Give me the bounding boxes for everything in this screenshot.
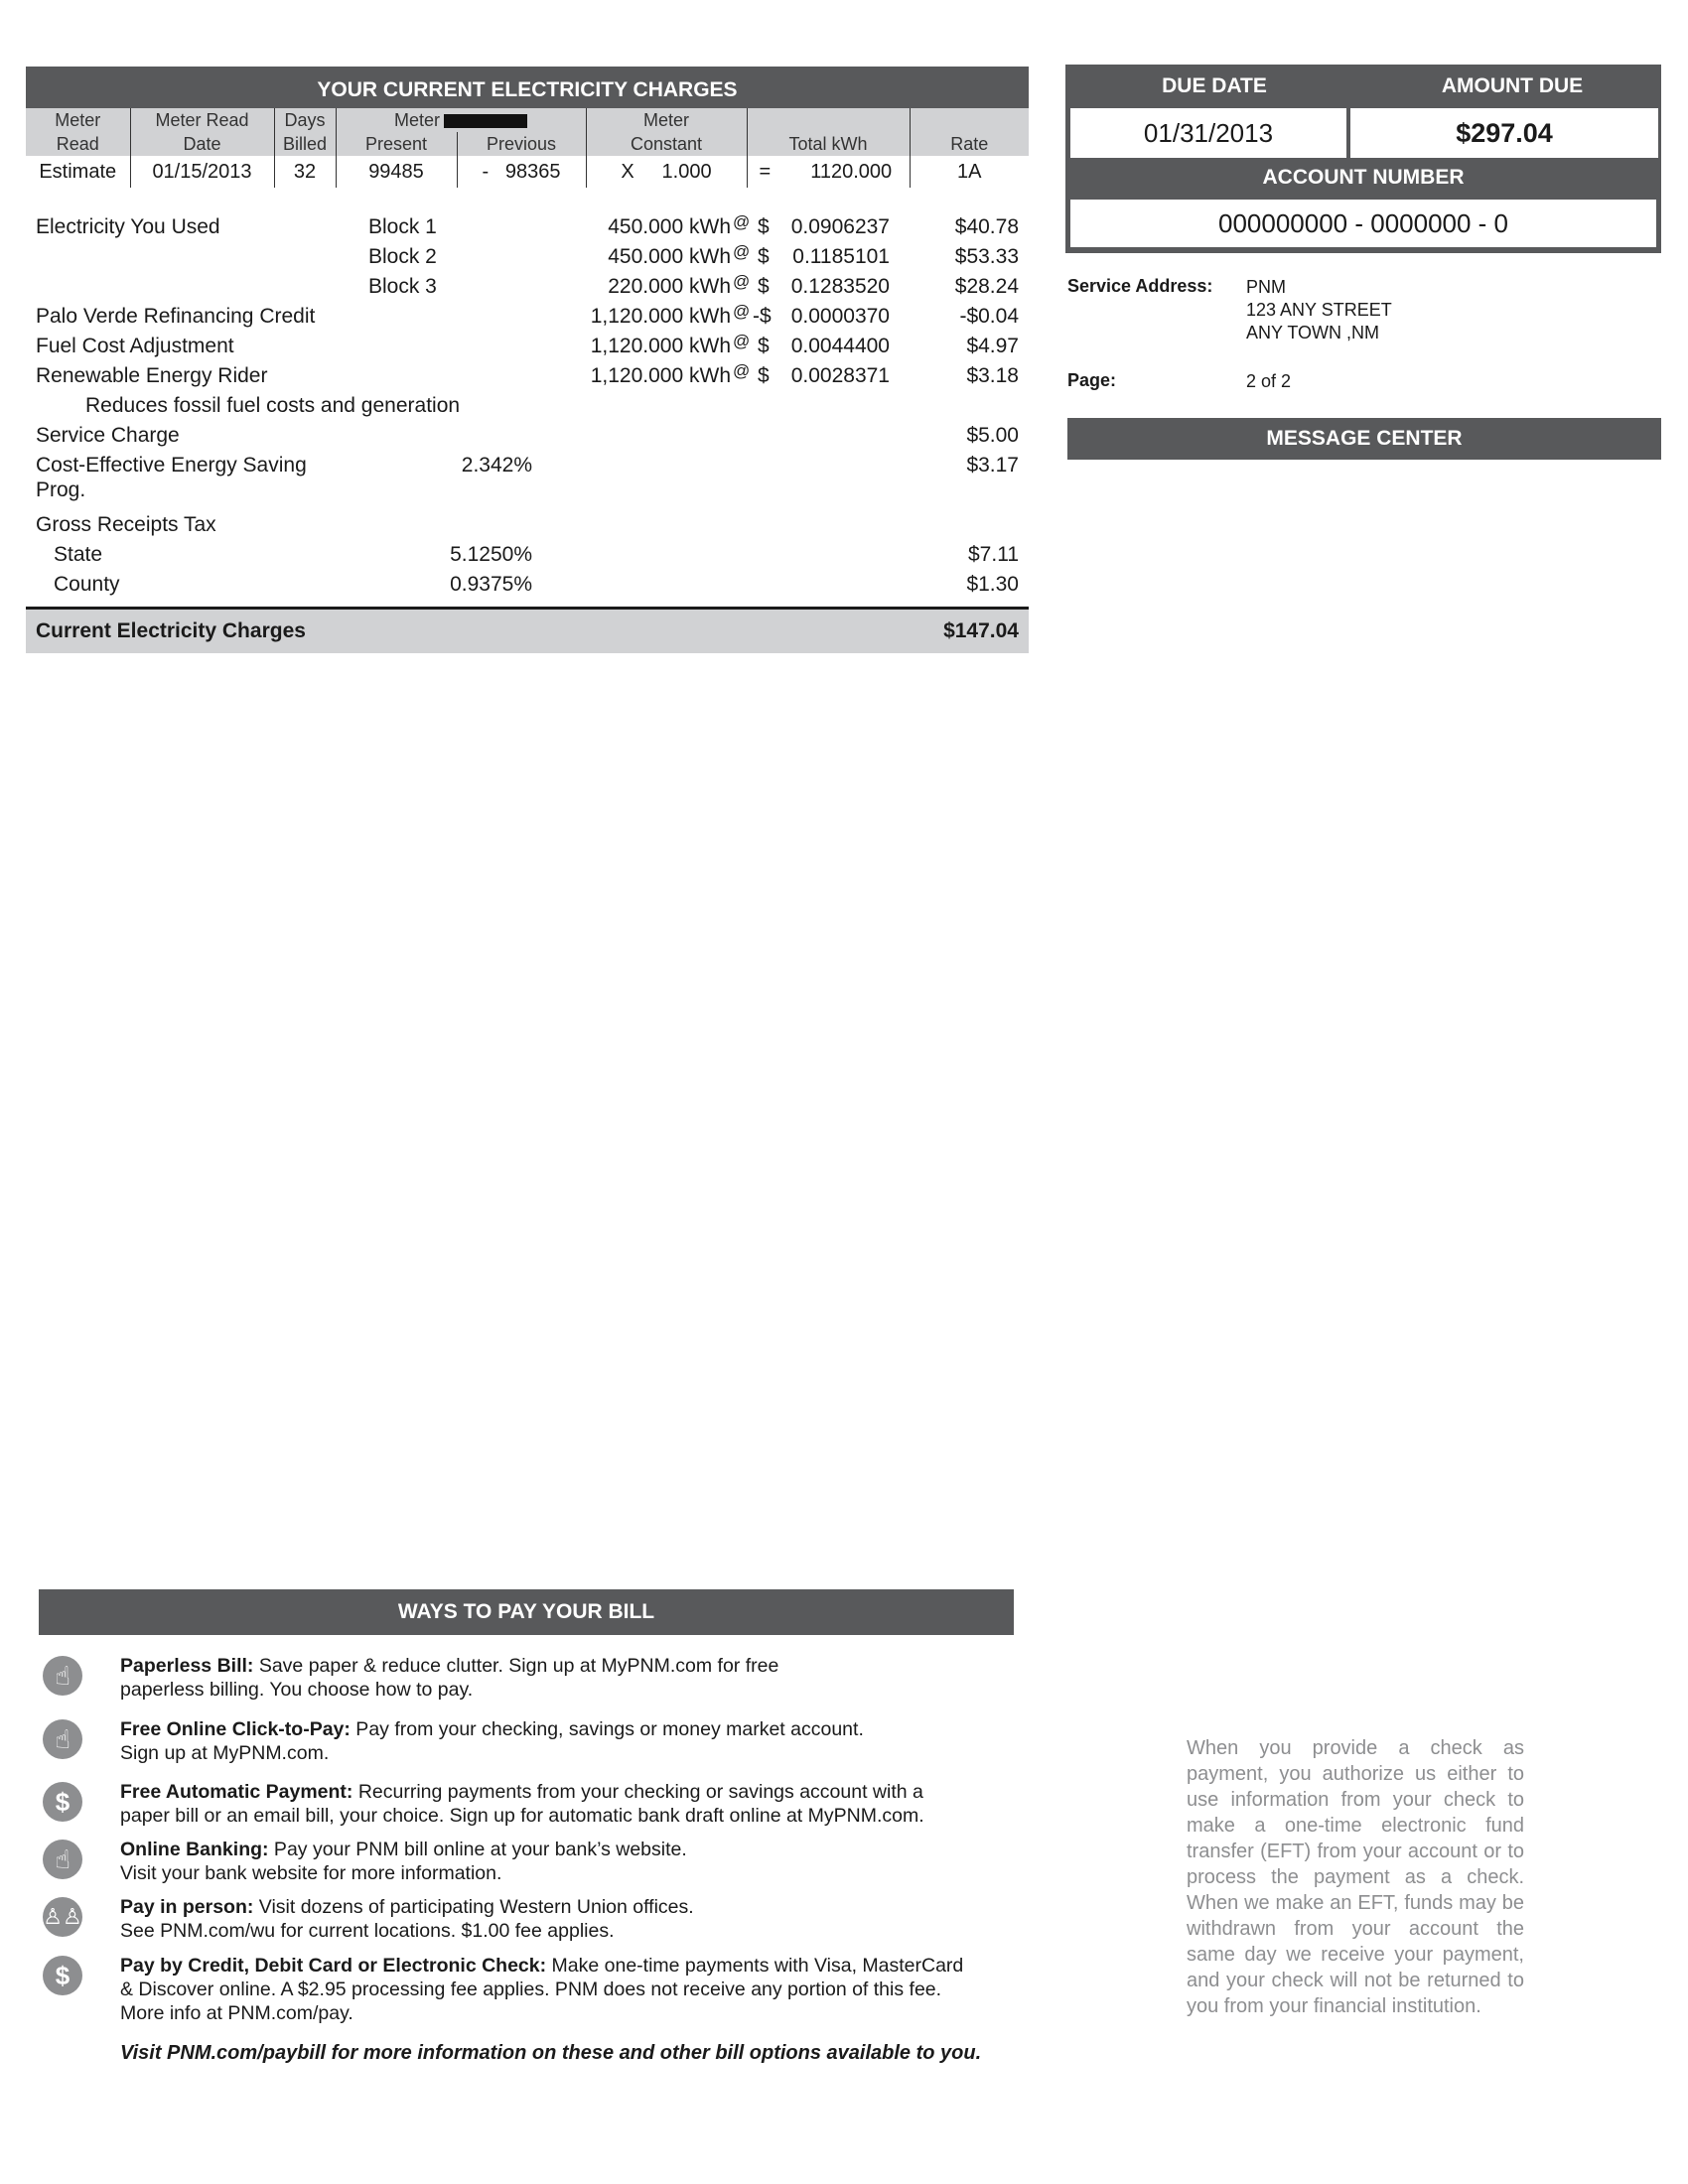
pay-option-in-person [39,1895,1032,1951]
line-amount: $53.33 [954,245,1019,268]
message-center-header: MESSAGE CENTER [1067,418,1661,460]
line-desc: Cost-Effective Energy Saving [36,454,307,477]
line-rate: 0.0000370 [790,305,890,328]
line-desc: State [54,543,103,566]
line-at: @ [733,242,751,261]
reading-days: 32 [274,156,336,188]
total-label: Current Electricity Charges [36,619,306,642]
line-rate: 0.1283520 [790,275,890,298]
reading-previous [457,156,586,188]
pay-option-title: Free Online Click-to-Pay: [120,1718,351,1740]
line-pct: 0.9375% [450,573,532,596]
reading-date: 01/15/2013 [130,156,274,188]
line-sub: Block 2 [368,245,437,268]
line-qty: 450.000 kWh [608,215,731,238]
account-number-label: ACCOUNT NUMBER [1262,166,1465,189]
rider-note-row [26,394,1029,424]
line-rate: 0.0906237 [790,215,890,238]
line-amount: -$0.04 [959,305,1019,328]
line-amount: $3.17 [966,454,1019,477]
line-qty: 1,120.000 kWh [590,335,731,357]
line-sign: $ [758,215,770,238]
line-amount: $7.11 [968,543,1019,566]
service-address-label: Service Address: [1067,276,1213,296]
account-number-value: 000000000 - 0000000 - 0 [1069,199,1657,248]
equals-sign: = [759,160,772,183]
col-read-date: Meter Read [130,108,274,132]
click-hand-icon: ☝ [43,1656,82,1696]
due-date-label: DUE DATE [1162,74,1267,97]
pay-option-paperless [39,1654,1032,1709]
charge-line [26,361,1029,394]
col-meter-label: Meter [394,110,441,130]
line-at: @ [733,212,751,231]
amount-due-value: $297.04 [1349,107,1659,159]
total-kwh-value: 1120.000 [810,160,893,183]
line-qty: 1,120.000 kWh [590,305,731,328]
energy-saving-row [26,454,1029,507]
line-amount: $4.97 [966,335,1019,357]
charge-line [26,302,1029,335]
pay-option-text [120,1895,1034,1943]
charge-line [26,332,1029,364]
pay-option-text [120,1954,1034,2025]
col-rate-spacer [910,108,1029,132]
line-rate: 0.0044400 [790,335,890,357]
pay-option-desc: Make one-time payments with Visa, MasterCard [546,1955,964,1977]
pay-option-desc: Recurring payments from your checking or savings account with a [352,1781,923,1803]
line-desc: Palo Verde Refinancing Credit [36,305,316,328]
col-days-2: Billed [274,132,336,156]
line-desc-cont: Prog. [36,478,86,501]
charge-line [26,242,1029,275]
pay-option-title: Free Automatic Payment: [120,1781,353,1803]
bill-summary-box [1065,65,1661,253]
col-previous: Previous [457,132,586,156]
gross-receipts-row [26,513,1029,543]
line-qty: 1,120.000 kWh [590,364,731,387]
pay-option-desc: Pay from your checking, savings or money market account. [350,1718,864,1740]
pay-option-text [120,1780,1034,1828]
pay-option-automatic [39,1780,1032,1836]
pay-option-online-banking [39,1838,1032,1893]
line-at: @ [733,332,751,350]
col-present: Present [336,132,457,156]
line-sign: $ [758,275,770,298]
pay-option-desc: More info at PNM.com/pay. [120,2002,353,2024]
pay-option-desc: paperless billing. You choose how to pay. [120,1679,474,1701]
col-rate: Rate [910,132,1029,156]
dollar-icon: $ [43,1956,82,1995]
charges-title: YOUR CURRENT ELECTRICITY CHARGES [26,67,1029,108]
line-qty: 450.000 kWh [608,245,731,268]
redacted-meter-number [444,114,527,128]
line-amount: $1.30 [966,573,1019,596]
previous-value: 98365 [504,160,561,183]
line-amount: $5.00 [966,424,1019,447]
line-qty: 220.000 kWh [608,275,731,298]
line-sub: Block 1 [368,215,437,238]
line-rate: 0.0028371 [790,364,890,387]
pay-option-desc: Visit your bank website for more information. [120,1862,502,1884]
line-amount: $40.78 [954,215,1019,238]
line-pct: 2.342% [461,454,532,477]
pay-option-click-to-pay [39,1717,1032,1773]
pay-option-desc: Pay your PNM bill online at your bank’s website. [268,1839,687,1860]
constant-value: 1.000 [661,160,712,183]
current-charges-total [26,607,1029,653]
electricity-charges-panel [26,67,1029,652]
charge-line [26,212,1029,245]
line-sign: $ [758,335,770,357]
line-desc: County [54,573,120,596]
pay-footer-note: Visit PNM.com/paybill for more information on these and other bill options available to you. [120,2042,982,2064]
reading-rate: 1A [910,156,1029,188]
amount-due-label: AMOUNT DUE [1441,74,1584,97]
line-amount: $3.18 [966,364,1019,387]
pay-option-text [120,1654,1034,1702]
click-hand-icon: ☝ [43,1719,82,1759]
line-at: @ [733,302,751,321]
pay-option-desc: & Discover online. A $2.95 processing fee applies. PNM does not receive any portion of this fee. [120,1979,942,2000]
click-hand-icon: ☝ [43,1840,82,1879]
line-desc: Electricity You Used [36,215,220,238]
line-desc: Renewable Energy Rider [36,364,268,387]
reading-type: Estimate [39,160,117,183]
page-label: Page: [1067,370,1117,390]
col-meter [336,108,586,132]
line-amount: $28.24 [954,275,1019,298]
col-total-kwh: Total kWh [747,132,910,156]
check-authorization-note: When you provide a check as payment, you authorize us either to use information from your check to make a one-time electronic fund transfer (EFT) from your account or to process the payment as a check. When we make an EFT, funds may be withdrawn from your account the same day we receive your payment, and your check will not be returned to you from your financial institution. [1187,1737,1524,2017]
line-sub: Block 3 [368,275,437,298]
rider-note: Reduces fossil fuel costs and generation [85,394,461,417]
address-line: ANY TOWN ,NM [1246,323,1380,342]
col-constant-2: Constant [586,132,747,156]
times-sign: X [621,160,634,183]
pay-option-desc: Visit dozens of participating Western Union offices. [253,1896,694,1918]
col-constant: Meter [586,108,747,132]
address-line: PNM [1246,277,1286,297]
line-sign: -$ [753,305,772,328]
charge-line [26,272,1029,305]
line-desc: Service Charge [36,424,180,447]
total-amount: $147.04 [943,619,1019,642]
col-meter-read-2: Read [26,132,130,156]
pay-option-title: Pay in person: [120,1896,254,1918]
state-tax-row [26,543,1029,573]
line-at: @ [733,361,751,380]
page-number: 2 of 2 [1246,371,1292,391]
line-desc: Gross Receipts Tax [36,513,216,536]
col-total-kwh-spacer [747,108,910,132]
line-rate: 0.1185101 [792,245,890,268]
pay-option-title: Pay by Credit, Debit Card or Electronic Check: [120,1955,547,1977]
service-charge-row [26,424,1029,454]
col-meter-read: Meter [26,108,130,132]
line-at: @ [733,272,751,291]
col-days: Days [274,108,336,132]
reading-present: 99485 [336,156,457,188]
reading-constant [586,156,747,188]
line-desc: Fuel Cost Adjustment [36,335,234,357]
pay-option-desc: paper bill or an email bill, your choice. Sign up for automatic bank draft online at MyPNM.com. [120,1805,924,1827]
line-pct: 5.1250% [450,543,532,566]
pay-option-title: Paperless Bill: [120,1655,254,1677]
pay-option-desc: Sign up at MyPNM.com. [120,1742,330,1764]
line-sign: $ [758,245,770,268]
pay-option-text [120,1717,1034,1765]
address-line: 123 ANY STREET [1246,300,1392,320]
pay-option-text [120,1838,1034,1885]
ways-to-pay-header: WAYS TO PAY YOUR BILL [39,1589,1014,1635]
pay-option-title: Online Banking: [120,1839,269,1860]
dollar-icon: $ [43,1782,82,1822]
minus-sign: - [482,160,490,183]
reading-total [747,156,910,188]
people-icon: ♙♙ [43,1897,82,1937]
col-read-date-2: Date [130,132,274,156]
due-date-value: 01/31/2013 [1069,107,1347,159]
pay-option-card [39,1954,1032,2033]
pay-option-desc: See PNM.com/wu for current locations. $1.00 fee applies. [120,1920,615,1942]
meter-reading-table [26,108,1029,188]
service-info [1067,276,1663,425]
line-sign: $ [758,364,770,387]
pay-option-desc: Save paper & reduce clutter. Sign up at MyPNM.com for free [253,1655,779,1677]
county-tax-row [26,573,1029,603]
